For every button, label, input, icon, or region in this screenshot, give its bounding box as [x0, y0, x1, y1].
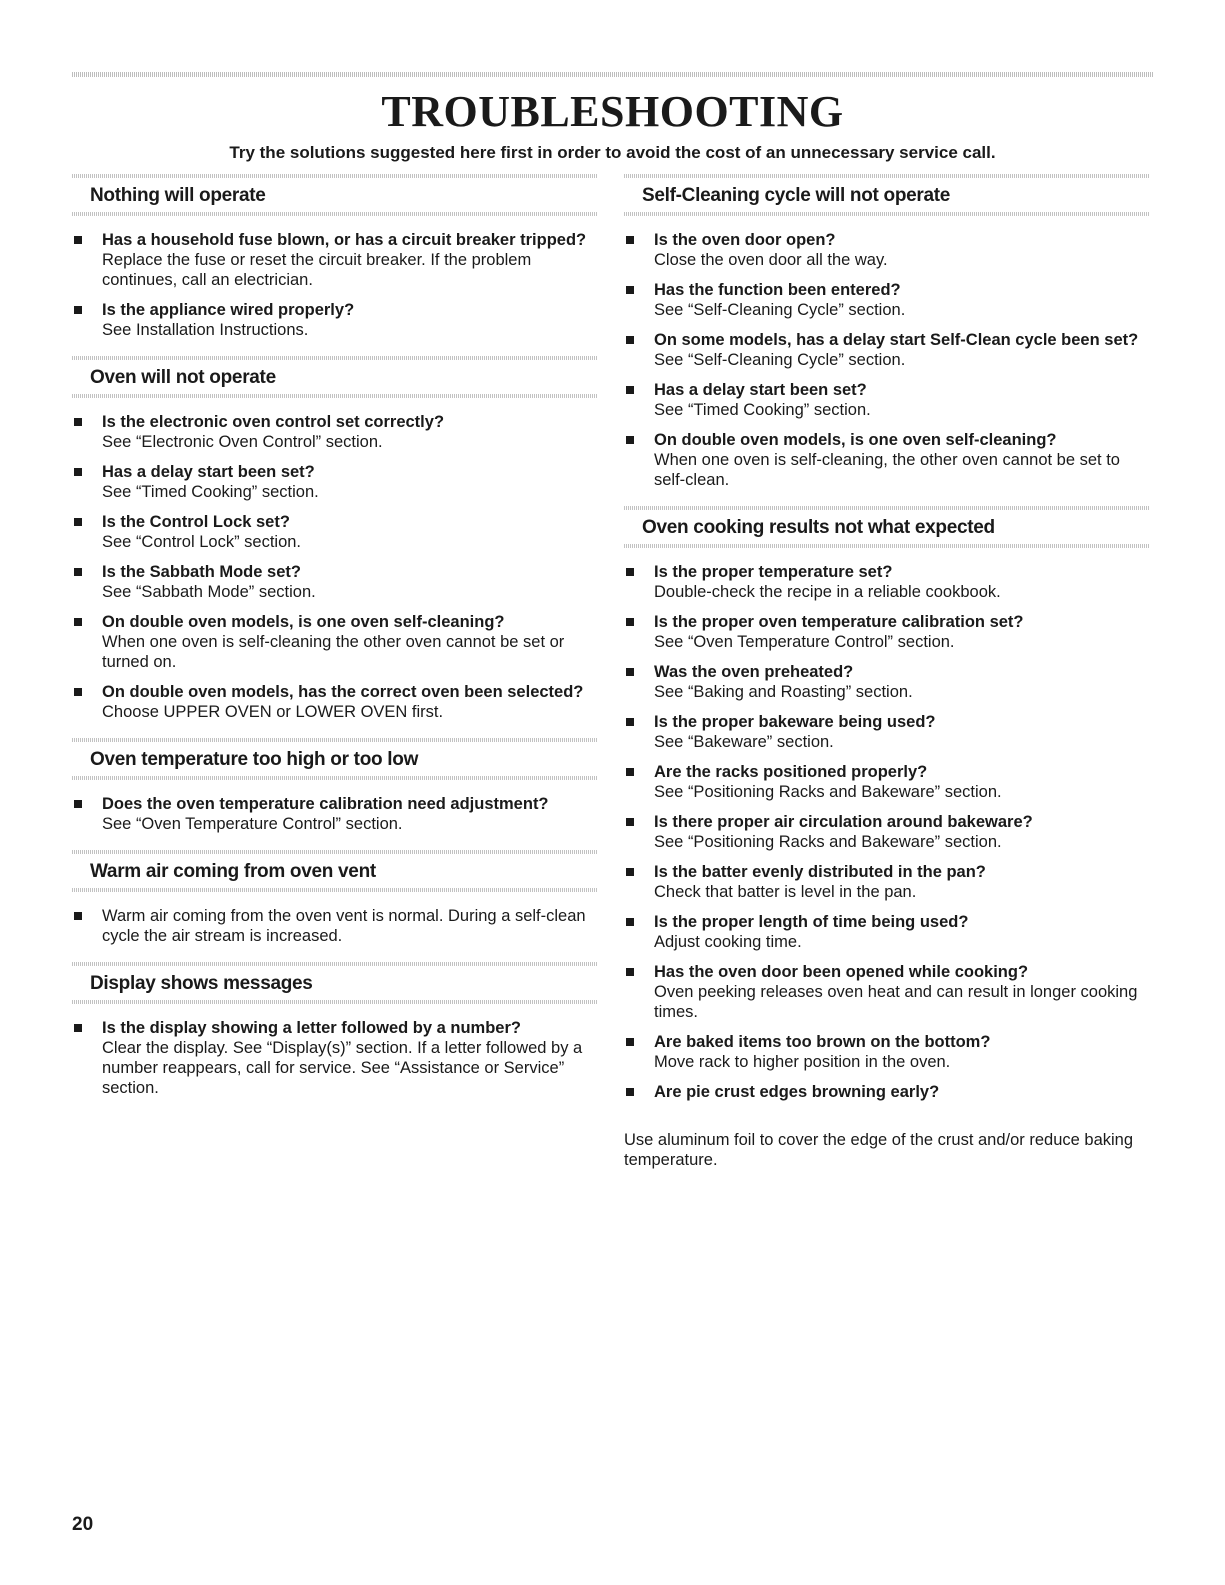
section-header: Display shows messages: [72, 962, 597, 1004]
answer: See “Electronic Oven Control” section.: [102, 433, 383, 451]
answer: Choose UPPER OVEN or LOWER OVEN first.: [102, 703, 444, 721]
answer: See “Baking and Roasting” section.: [654, 683, 913, 701]
crust-note: Use aluminum foil to cover the edge of the crust and/or reduce baking temperature.: [624, 1131, 1134, 1169]
square-bullet-icon: [74, 618, 82, 626]
list-item: [72, 512, 597, 552]
square-bullet-icon: [74, 306, 82, 314]
list-item: [624, 380, 1149, 420]
question: On double oven models, is one oven self-cleaning?: [102, 613, 505, 631]
page-subtitle: Try the solutions suggested here first in order to avoid the cost of an unnecessary service call.: [229, 143, 996, 162]
list-item: [624, 230, 1149, 270]
list-item: [624, 430, 1149, 490]
answer: See “Self-Cleaning Cycle” section.: [654, 351, 906, 369]
square-bullet-icon: [626, 968, 634, 976]
question: Is the Sabbath Mode set?: [102, 563, 301, 581]
answer: Double-check the recipe in a reliable cookbook.: [654, 583, 1001, 601]
question: Was the oven preheated?: [654, 663, 854, 681]
question: On double oven models, is one oven self-cleaning?: [654, 431, 1057, 449]
right-column: [624, 174, 1149, 1186]
answer: When one oven is self-cleaning, the other oven cannot be set to self-clean.: [654, 451, 1120, 489]
answer: Clear the display. See “Display(s)” section. If a letter followed by a number reappears, call for service. See “Assistance or Service” section.: [102, 1039, 583, 1097]
answer: See “Sabbath Mode” section.: [102, 583, 316, 601]
question: Are the racks positioned properly?: [654, 763, 928, 781]
list-item: [624, 662, 1149, 702]
list-item: [72, 906, 597, 946]
list-item: [72, 612, 597, 672]
answer: Replace the fuse or reset the circuit breaker. If the problem continues, call an electrician.: [102, 251, 532, 289]
answer: See “Bakeware” section.: [654, 733, 834, 751]
question: Is the Control Lock set?: [102, 513, 290, 531]
list-item: [72, 1018, 597, 1098]
list-item: [624, 280, 1149, 320]
question: Has the function been entered?: [654, 281, 901, 299]
square-bullet-icon: [626, 818, 634, 826]
list-item: [624, 762, 1149, 802]
page-number: 20: [72, 1514, 94, 1535]
list-item: [624, 812, 1149, 852]
section-oven-temperature: [72, 738, 597, 834]
section-nothing-will-operate: [72, 174, 597, 340]
answer: See “Oven Temperature Control” section.: [102, 815, 403, 833]
square-bullet-icon: [626, 868, 634, 876]
answer: Adjust cooking time.: [654, 933, 802, 951]
square-bullet-icon: [74, 568, 82, 576]
section-warm-air: [72, 850, 597, 946]
square-bullet-icon: [74, 912, 82, 920]
answer: When one oven is self-cleaning the other oven cannot be set or turned on.: [102, 633, 565, 671]
square-bullet-icon: [626, 236, 634, 244]
question: Is there proper air circulation around bakeware?: [654, 813, 1033, 831]
square-bullet-icon: [626, 386, 634, 394]
question: Has a delay start been set?: [102, 463, 315, 481]
answer: Oven peeking releases oven heat and can result in longer cooking times.: [654, 983, 1138, 1021]
question: Has a delay start been set?: [654, 381, 867, 399]
item-text: Warm air coming from the oven vent is normal. During a self-clean cycle the air stream is increased.: [102, 907, 586, 945]
answer: Close the oven door all the way.: [654, 251, 888, 269]
square-bullet-icon: [626, 768, 634, 776]
question: Is the proper length of time being used?: [654, 913, 969, 931]
list-item: [72, 230, 597, 290]
question: Is the display showing a letter followed by a number?: [102, 1019, 521, 1037]
answer: See “Control Lock” section.: [102, 533, 302, 551]
square-bullet-icon: [74, 236, 82, 244]
square-bullet-icon: [74, 418, 82, 426]
list-item: [624, 912, 1149, 952]
question: Are pie crust edges browning early?: [654, 1083, 940, 1101]
section-header: Oven will not operate: [72, 356, 597, 398]
list-item: [624, 612, 1149, 652]
answer: See “Timed Cooking” section.: [102, 483, 319, 501]
question: Is the proper oven temperature calibration set?: [654, 613, 1024, 631]
answer: Check that batter is level in the pan.: [654, 883, 917, 901]
square-bullet-icon: [74, 518, 82, 526]
question: Is the electronic oven control set correctly?: [102, 413, 445, 431]
question: Has the oven door been opened while cooking?: [654, 963, 1029, 981]
square-bullet-icon: [74, 800, 82, 808]
square-bullet-icon: [626, 568, 634, 576]
list-item: [624, 1032, 1149, 1072]
list-item: [72, 300, 597, 340]
square-bullet-icon: [74, 688, 82, 696]
question: Is the appliance wired properly?: [102, 301, 355, 319]
list-item: [72, 562, 597, 602]
answer: See “Oven Temperature Control” section.: [654, 633, 955, 651]
list-item: [624, 712, 1149, 752]
section-oven-will-not-operate: [72, 356, 597, 722]
list-item: [72, 794, 597, 834]
question: Does the oven temperature calibration need adjustment?: [102, 795, 549, 813]
square-bullet-icon: [626, 918, 634, 926]
question: Has a household fuse blown, or has a circuit breaker tripped?: [102, 231, 587, 249]
section-header: Self-Cleaning cycle will not operate: [624, 174, 1149, 216]
list-item: [624, 962, 1149, 1022]
square-bullet-icon: [626, 668, 634, 676]
question: On some models, has a delay start Self-Clean cycle been set?: [654, 331, 1139, 349]
list-item: [72, 682, 597, 722]
page-title: TROUBLESHOOTING: [381, 87, 844, 136]
question: Is the proper temperature set?: [654, 563, 893, 581]
answer: See Installation Instructions.: [102, 321, 309, 339]
answer: See “Self-Cleaning Cycle” section.: [654, 301, 906, 319]
section-cooking-results: [624, 506, 1149, 1170]
square-bullet-icon: [74, 1024, 82, 1032]
square-bullet-icon: [626, 286, 634, 294]
question: Are baked items too brown on the bottom?: [654, 1033, 991, 1051]
question: On double oven models, has the correct oven been selected?: [102, 683, 584, 701]
section-display-messages: [72, 962, 597, 1098]
left-column: [72, 174, 597, 1114]
answer: See “Timed Cooking” section.: [654, 401, 871, 419]
section-header: Oven temperature too high or too low: [72, 738, 597, 780]
list-item: [624, 330, 1149, 370]
answer: Move rack to higher position in the oven.: [654, 1053, 951, 1071]
square-bullet-icon: [626, 436, 634, 444]
section-header: Warm air coming from oven vent: [72, 850, 597, 892]
question: Is the oven door open?: [654, 231, 836, 249]
square-bullet-icon: [626, 1088, 634, 1096]
square-bullet-icon: [626, 718, 634, 726]
list-item: [72, 462, 597, 502]
square-bullet-icon: [626, 1038, 634, 1046]
question: Is the batter evenly distributed in the pan?: [654, 863, 986, 881]
square-bullet-icon: [626, 336, 634, 344]
list-item: [624, 862, 1149, 902]
section-header: Oven cooking results not what expected: [624, 506, 1149, 548]
list-item: [624, 562, 1149, 602]
section-header: Nothing will operate: [72, 174, 597, 216]
answer: See “Positioning Racks and Bakeware” section.: [654, 833, 1002, 851]
top-rule: [72, 72, 1154, 77]
section-self-cleaning: [624, 174, 1149, 490]
answer: See “Positioning Racks and Bakeware” section.: [654, 783, 1002, 801]
list-item: [72, 412, 597, 452]
list-item: [624, 1082, 1149, 1102]
square-bullet-icon: [626, 618, 634, 626]
question: Is the proper bakeware being used?: [654, 713, 936, 731]
square-bullet-icon: [74, 468, 82, 476]
